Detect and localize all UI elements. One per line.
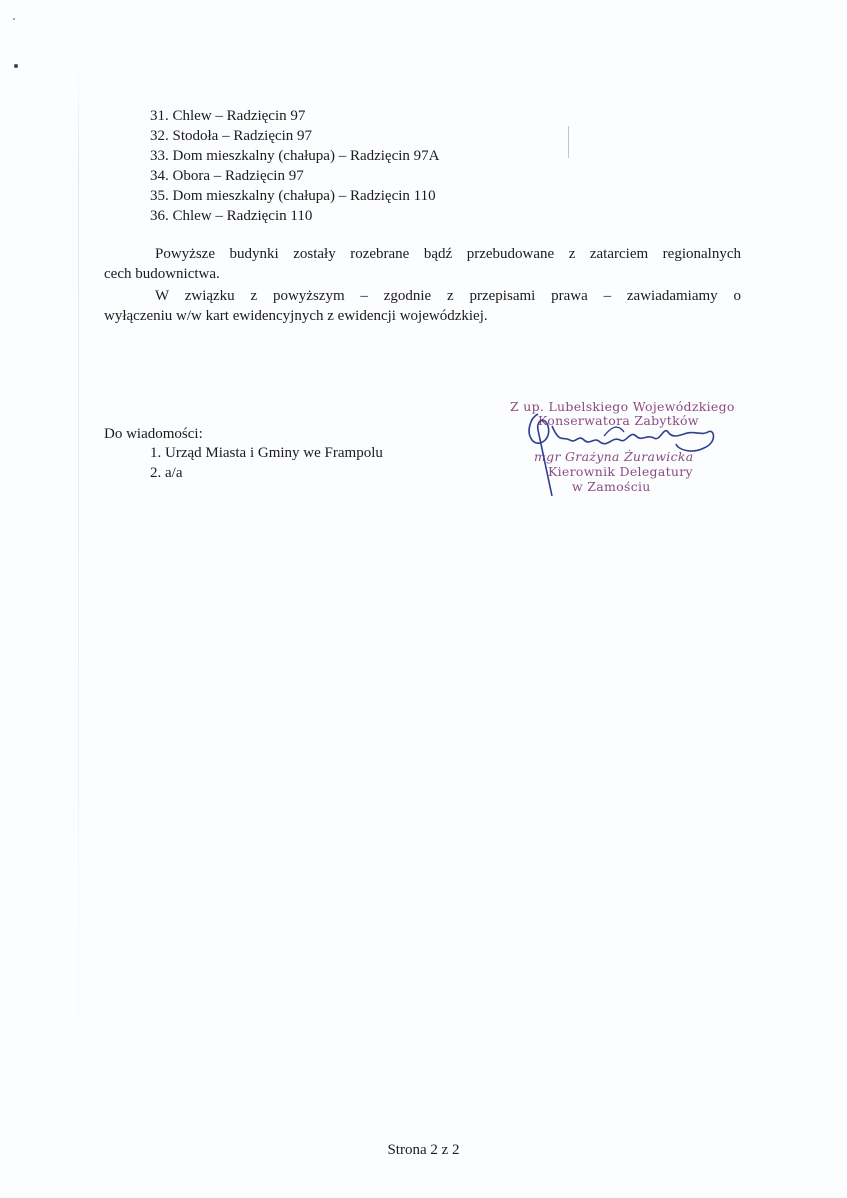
stamp-line: Kierownik Delegatury: [548, 464, 693, 479]
list-item: 32. Stodoła – Radzięcin 97: [150, 128, 313, 144]
notice-list: [150, 443, 383, 483]
stamp-line: Z up. Lubelskiego Wojewódzkiego: [510, 399, 735, 414]
list-item: 36. Chlew – Radzięcin 110: [150, 208, 313, 224]
page-footer: Strona 2 z 2: [387, 1142, 460, 1158]
list-item: 31. Chlew – Radzięcin 97: [150, 108, 306, 124]
official-stamp: [508, 396, 748, 496]
list-item: 34. Obora – Radzięcin 97: [150, 168, 304, 184]
paragraph-demolished: [104, 244, 741, 284]
stamp-line: Konserwatora Zabytków: [538, 413, 699, 428]
scan-margin-line: [78, 60, 79, 1130]
list-item: 2. a/a: [150, 465, 183, 481]
paragraph-line: Powyższe budynki zostały rozebrane bądź przebudowane z zatarciem regionalnych: [155, 246, 741, 262]
paragraph-line: wyłączeniu w/w kart ewidencyjnych z ewidencji wojewódzkiej.: [104, 308, 488, 324]
building-list: [150, 106, 440, 226]
notice-heading: Do wiadomości:: [104, 426, 203, 442]
scan-speck: [14, 64, 18, 68]
list-item: 35. Dom mieszkalny (chałupa) – Radzięcin 110: [150, 188, 436, 204]
signature-icon: [508, 396, 748, 496]
paragraph-line: W związku z powyższym – zgodnie z przepisami prawa – zawiadamiamy o: [155, 288, 741, 304]
stamp-name: mgr Grażyna Żurawicka: [534, 449, 694, 464]
stamp-line: w Zamościu: [572, 479, 651, 494]
list-item: 33. Dom mieszkalny (chałupa) – Radzięcin 97A: [150, 148, 440, 164]
scan-speck: [13, 18, 15, 20]
list-item: 1. Urząd Miasta i Gminy we Frampolu: [150, 445, 383, 461]
scan-mark: [568, 126, 569, 158]
paragraph-notification: [104, 286, 741, 326]
paragraph-line: cech budownictwa.: [104, 266, 220, 282]
